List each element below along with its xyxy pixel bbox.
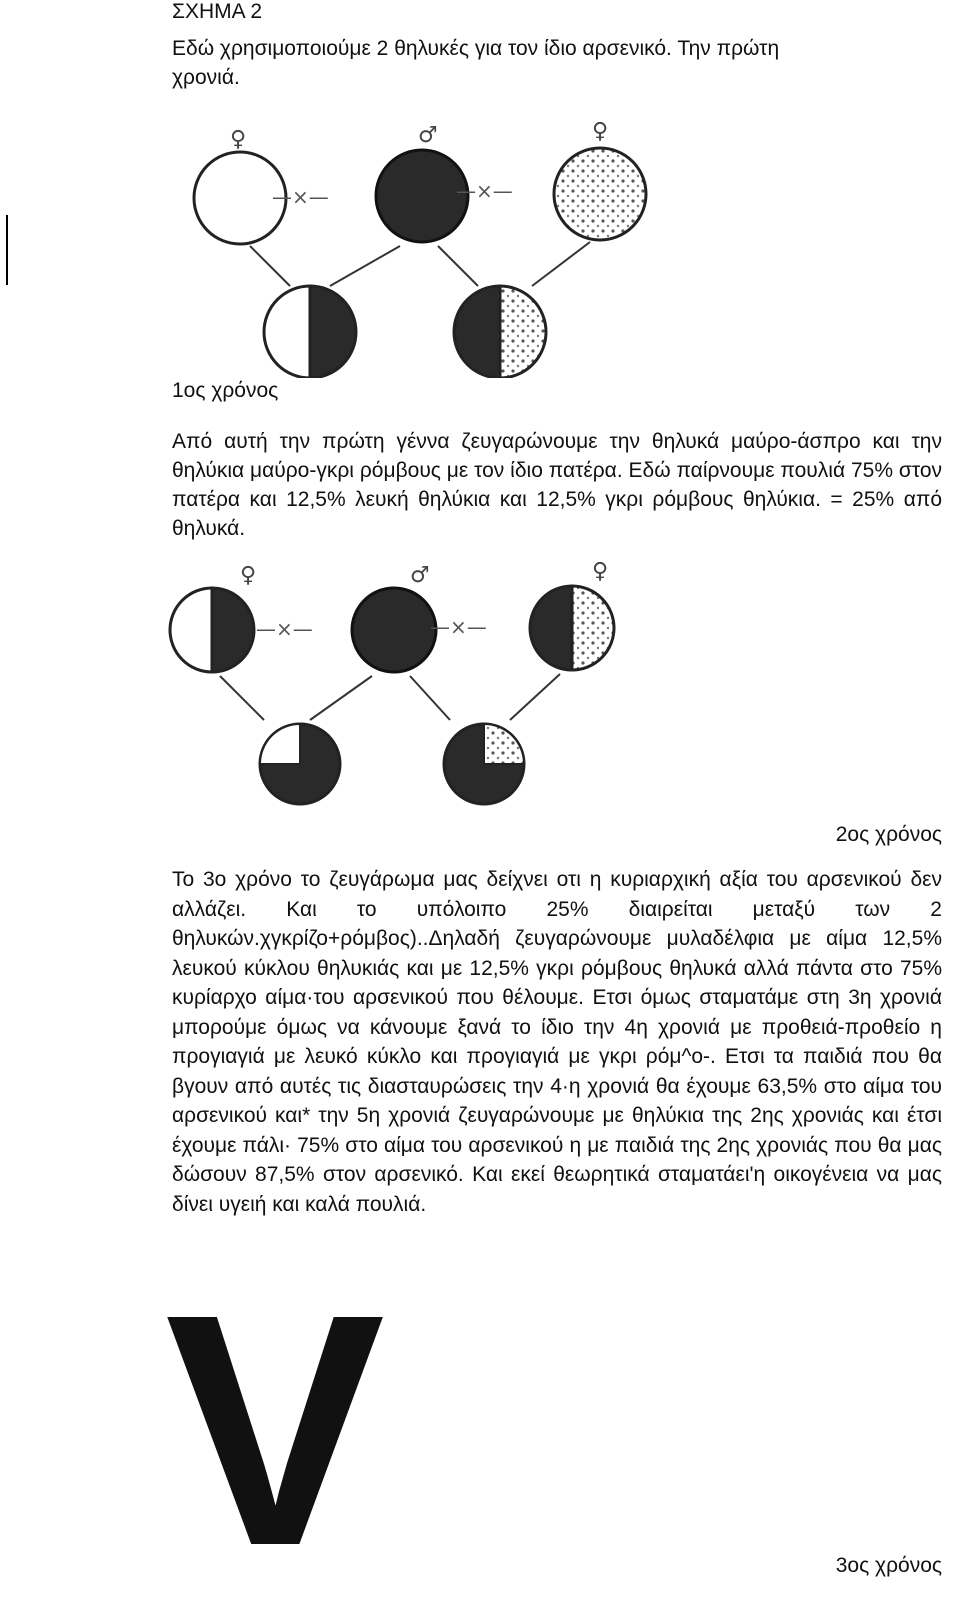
offspring-quarter-white bbox=[260, 724, 340, 804]
intro-text: Εδώ χρησιμοποιούμε 2 θηλυκές για τον ίδιο αρσενικό. Την πρώτη χρονιά. bbox=[172, 37, 780, 89]
svg-text:♀: ♀ bbox=[592, 560, 609, 584]
big-letter-v: V bbox=[165, 1245, 386, 1614]
cross-symbol: —×— bbox=[272, 185, 329, 209]
offspring-quarter-diamond bbox=[444, 724, 524, 804]
svg-text:♂: ♂ bbox=[418, 123, 438, 148]
cross-symbol: —×— bbox=[456, 179, 513, 203]
year1-label: 1ος χρόνος bbox=[172, 379, 279, 402]
parent-black-white-hen bbox=[170, 588, 254, 672]
parent-black-cock bbox=[352, 588, 436, 672]
parent-black-cock bbox=[376, 150, 468, 242]
pedigree-diagram-year1 bbox=[160, 118, 820, 378]
pedigree-diagram-year2 bbox=[160, 560, 820, 810]
paragraph-year2: Το 3ο χρόνο το ζευγάρωμα μας δείχνει οτι η κυριαρχική αξία του αρσενικού δεν αλλάζει. Και το υπόλοιπο 25% διαιρείται μεταξύ των 2 θηλυκών.χγκρίζο+ρόμβος)..Δηλαδή ζευγαρώνουμε μυλαδέλφια με αίμα 12,5% λευκού κύκλου θηλυκιάς και με 12,5% γκρι ρόμβους θηλυκά αλλά πάντα στο 75% κυρίαρχο αίμα·του αρσενικού που θέλουμε. Ετσι όμως σταματάμε στη 3η χρονιά μπορούμε όμως να κάνουμε ξανά το ίδιο την 4η χρονιά με προθειά-προθείο η προγιαγιά με λευκό κύκλο και προγιαγιά με γκρι ρόμ^ο-. Ετσι τα παιδιά που θα βγουν από αυτές τις διασταυρώσεις την 4·η χρονιά θα έχουμε 63,5% στο αίμα του αρσενικού και* την 5η χρονιά ζευγαρώνουμε με θηλύκια της 2ης χρονιάς και έτσι έχουμε πάλι· 75% στο αίμα του αρσενικού η με παιδιά της 2ης χρονιάς που θα μας δώσουν 87,5% στον αρσενικό. Και εκεί θεωρητικά σταματάει'η οικογένεια να μας δίνει υγειή και καλά πουλιά. bbox=[172, 868, 942, 1216]
female-symbol bbox=[230, 119, 608, 152]
svg-text:—×—: —×— bbox=[256, 617, 313, 641]
svg-text:—×—: —×— bbox=[430, 615, 487, 639]
text-cursor bbox=[6, 215, 8, 285]
svg-text:♀: ♀ bbox=[230, 127, 247, 152]
year2-label: 2ος χρόνος bbox=[835, 823, 942, 846]
parent-black-diamond-hen bbox=[530, 586, 614, 670]
paragraph-year1: Από αυτή την πρώτη γέννα ζευγαρώνουμε την θηλυκά μαύρο-άσπρο και την θηλύκια μαύρο-γκρι ρόμβους με τον ίδιο πατέρα. Εδώ παίρνουμε πουλιά 75% στον πατέρα και 12,5% λευκή θηλύκια και 12,5% γκρι ρόμβους θηλύκια. = 25% από θηλυκά. bbox=[172, 430, 942, 540]
figure-heading: ΣΧΗΜΑ 2 bbox=[172, 0, 263, 23]
parent-diamond-hen bbox=[554, 148, 646, 240]
year3-label: 3ος χρόνος bbox=[835, 1554, 942, 1577]
offspring-black-diamond bbox=[454, 286, 546, 378]
svg-text:♀: ♀ bbox=[240, 563, 257, 588]
svg-text:♂: ♂ bbox=[410, 563, 430, 588]
svg-text:♀: ♀ bbox=[592, 119, 609, 144]
offspring-black-white bbox=[264, 286, 356, 378]
